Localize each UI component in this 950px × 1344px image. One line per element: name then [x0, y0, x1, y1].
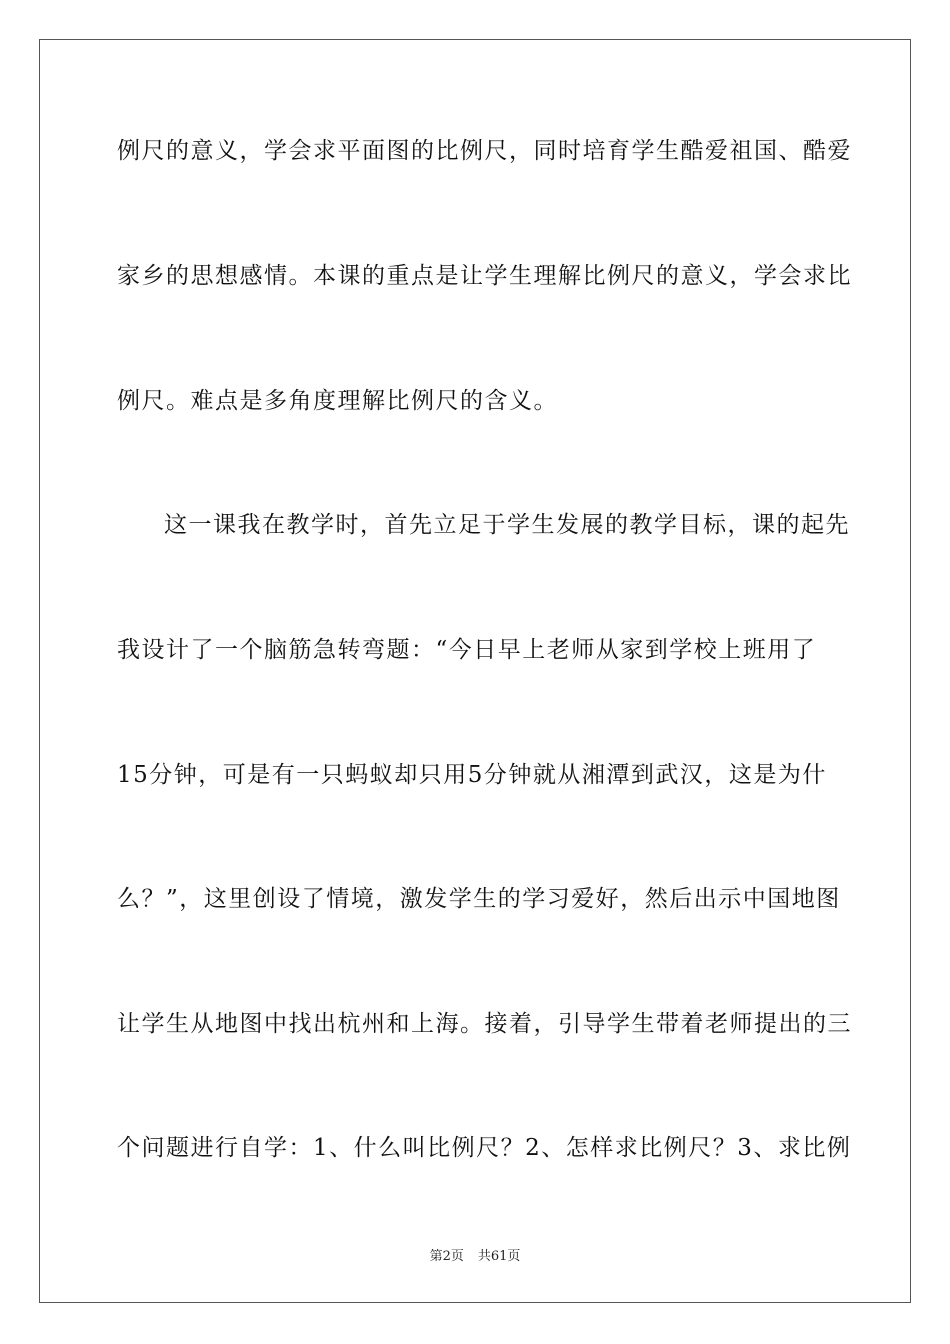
paragraph-line: 15分钟，可是有一只蚂蚁却只用5分钟就从湘潭到武汉，这是为什 [117, 762, 827, 788]
paragraph-line: 例尺的意义，学会求平面图的比例尺，同时培育学生酷爱祖国、酷爱 [117, 138, 852, 164]
paragraph-line: 这一课我在教学时，首先立足于学生发展的教学目标，课的起先 [164, 512, 850, 538]
paragraph-line: 例尺。难点是多角度理解比例尺的含义。 [117, 388, 558, 414]
paragraph-line: 么？”，这里创设了情境，激发学生的学习爱好，然后出示中国地图 [117, 886, 841, 912]
paragraph-line: 让学生从地图中找出杭州和上海。接着，引导学生带着老师提出的三 [117, 1011, 852, 1037]
page-total: 共61页 [477, 1249, 521, 1264]
paragraph-line: 我设计了一个脑筋急转弯题：“今日早上老师从家到学校上班用了 [117, 637, 817, 663]
paragraph-line: 家乡的思想感情。本课的重点是让学生理解比例尺的意义，学会求比 [117, 263, 852, 289]
page-number: 第2页 [429, 1249, 464, 1264]
page-border [39, 39, 911, 1303]
paragraph-line: 个问题进行自学：1、什么叫比例尺？2、怎样求比例尺？3、求比例 [117, 1135, 852, 1161]
page-footer [0, 1248, 950, 1266]
